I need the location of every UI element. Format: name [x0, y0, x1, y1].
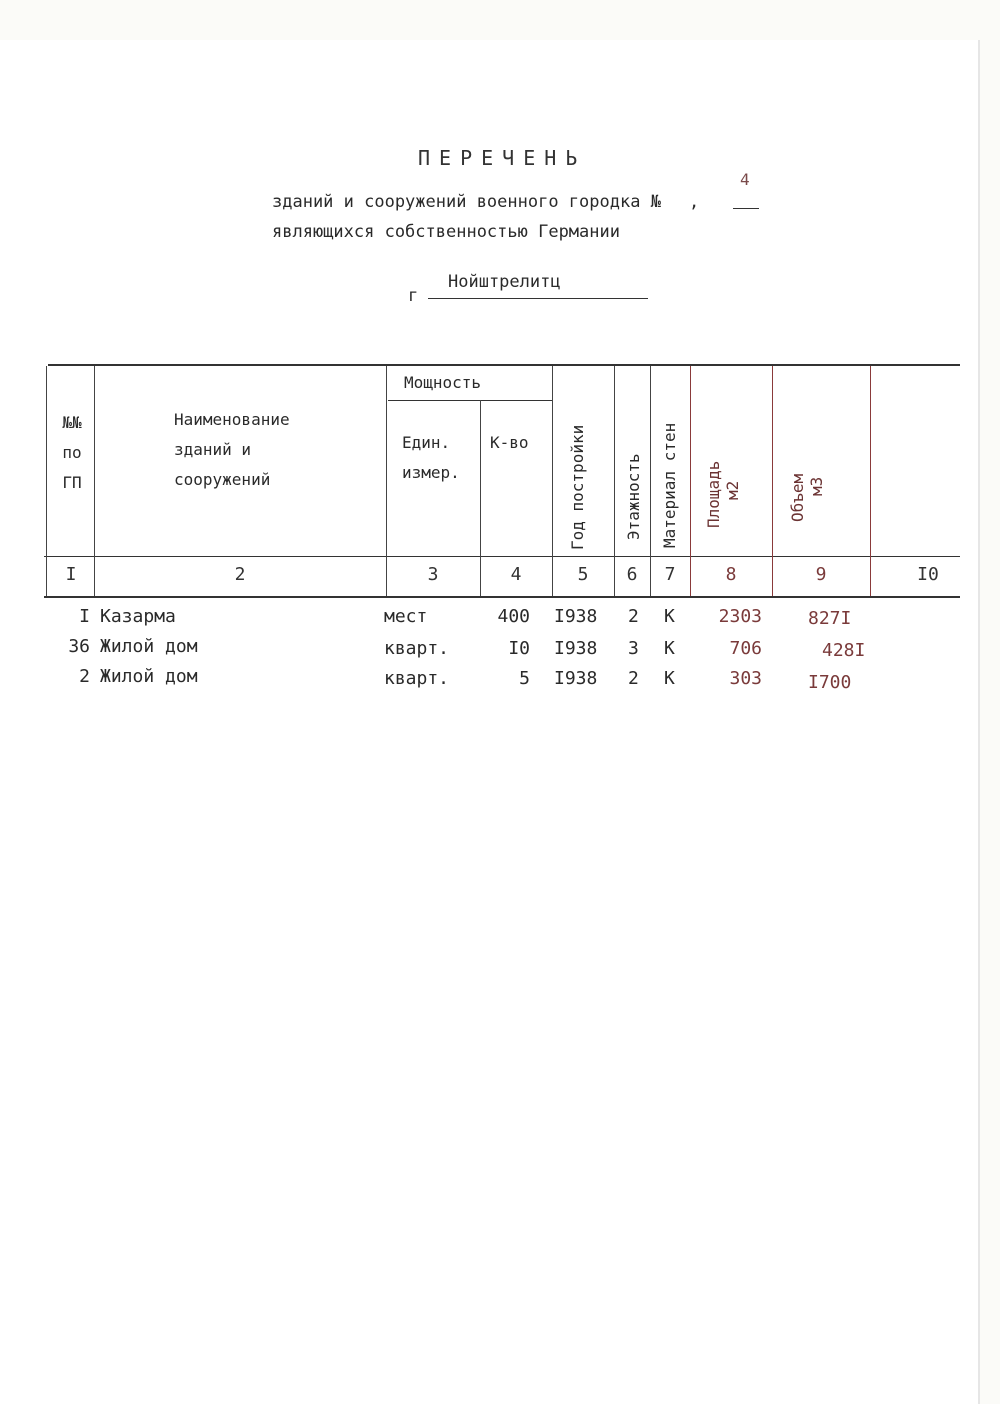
subtitle-line-1: зданий и сооружений военного городка № , — [272, 192, 700, 212]
header-building-name: Наименование зданий и сооружений — [174, 410, 290, 489]
cell-material: К — [664, 668, 675, 689]
col-border-4 — [552, 366, 553, 596]
cell-year: I938 — [554, 606, 598, 627]
cell-name: Казарма — [100, 606, 176, 627]
cell-floors: 2 — [628, 606, 639, 627]
cell-year: I938 — [554, 638, 598, 659]
cell-area: 303 — [729, 668, 762, 689]
header-volume: Объем м3 — [788, 473, 826, 522]
cell-gp: 36 — [68, 636, 90, 657]
table-top-border — [48, 364, 960, 366]
cell-name: Жилой дом — [100, 636, 198, 657]
cell-area: 2303 — [718, 606, 762, 627]
handwritten-number: 4 — [740, 170, 750, 189]
cell-floors: 3 — [628, 638, 639, 659]
col-border-2 — [386, 366, 387, 596]
subtitle-line-2: являющихся собственностью Германии — [272, 222, 620, 242]
col-border-1 — [94, 366, 95, 596]
cell-name: Жилой дом — [100, 666, 198, 687]
column-number: 6 — [626, 564, 638, 585]
column-number: 3 — [427, 564, 439, 585]
number-underline — [733, 208, 759, 209]
column-number: I0 — [917, 564, 939, 585]
column-number: 9 — [815, 564, 827, 585]
column-number: 4 — [510, 564, 522, 585]
column-number: 8 — [725, 564, 737, 585]
col-border-9 — [870, 366, 871, 596]
header-power-group: Мощность — [404, 373, 482, 392]
header-floors: Этажность — [624, 453, 643, 540]
col-border-8 — [772, 366, 773, 596]
cell-gp: 2 — [79, 666, 90, 687]
cell-area: 706 — [729, 638, 762, 659]
cell-qty: 400 — [497, 606, 530, 627]
cell-gp: I — [79, 606, 90, 627]
header-area: Площадь м2 — [704, 460, 742, 528]
power-group-divider — [388, 400, 552, 401]
cell-unit: кварт. — [384, 668, 450, 689]
column-numbers-bottom-border — [44, 596, 960, 598]
header-build-year: Год постройки — [568, 424, 587, 550]
cell-qty: 5 — [519, 668, 530, 689]
column-number: 5 — [577, 564, 589, 585]
cell-floors: 2 — [628, 668, 639, 689]
document-sheet — [0, 40, 978, 1404]
cell-volume: 827I — [808, 608, 852, 629]
col-border-0 — [46, 366, 47, 596]
cell-year: I938 — [554, 668, 598, 689]
col-border-6 — [650, 366, 651, 596]
header-quantity: К-во — [490, 433, 529, 452]
cell-volume: I700 — [808, 672, 852, 693]
cell-material: К — [664, 606, 675, 627]
col-border-7 — [690, 366, 691, 596]
header-unit: Един. измер. — [402, 433, 460, 482]
cell-qty: I0 — [508, 638, 530, 659]
cell-unit: мест — [384, 606, 428, 627]
city-name: Нойштрелитц — [448, 272, 561, 292]
cell-volume: 428I — [822, 640, 866, 661]
document-title: ПЕРЕЧЕНЬ — [418, 146, 587, 170]
column-number: 2 — [234, 564, 246, 585]
header-gp-number: №№ по ГП — [62, 413, 82, 492]
cell-material: К — [664, 638, 675, 659]
city-prefix: г — [408, 286, 419, 306]
header-wall-material: Материал стен — [660, 422, 679, 548]
header-bottom-border — [44, 556, 960, 557]
cell-unit: кварт. — [384, 638, 450, 659]
column-number: I — [65, 564, 77, 585]
column-number: 7 — [664, 564, 676, 585]
city-underline — [428, 298, 648, 299]
col-border-5 — [614, 366, 615, 596]
